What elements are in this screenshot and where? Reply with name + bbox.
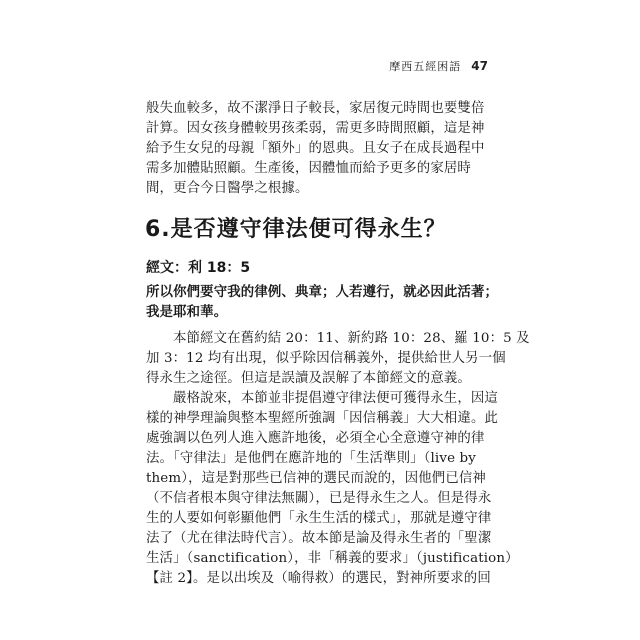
page-number: 47 xyxy=(471,59,488,73)
running-header xyxy=(389,58,488,74)
scripture-quote xyxy=(146,282,499,322)
text-line: 得永生之途徑。但這是誤讀及誤解了本節經文的意義。 xyxy=(146,371,471,386)
section-heading: 6.是否遵守律法便可得永生？ xyxy=(145,217,447,242)
text-line: 處強調以色列人進入應許地後，必須全心全意遵守神的律 xyxy=(146,431,485,446)
text-line: 【註 2】。是以出埃及（喻得救）的選民，對神所要求的回 xyxy=(146,571,491,586)
text-line: them），這是對那些已信神的選民而說的，因他們已信神 xyxy=(146,471,486,486)
scripture-reference: 經文：利 18：5 xyxy=(146,260,251,276)
text-line: 樣的神學理論與整本聖經所強調「因信稱義」大大相違。此 xyxy=(146,411,499,426)
text-line: 本節經文在舊約結 20：11、新約路 10：28、羅 10：5 及 xyxy=(173,331,530,346)
text-line: 計算。因女孩身體較男孩柔弱，需更多時間照顧，這是神 xyxy=(146,121,485,136)
commentary-body xyxy=(146,329,530,589)
running-title: 摩西五經困語 xyxy=(389,60,462,73)
text-line: 加 3：12 均有出現，似乎除因信稱義外，提供給世人另一個 xyxy=(146,351,506,366)
quote-line: 所以你們要守我的律例、典章；人若遵行，就必因此活著； xyxy=(146,284,499,300)
paragraph-continued xyxy=(146,99,496,199)
text-line: 給予生女兒的母親「額外」的恩典。且女子在成長過程中 xyxy=(146,141,485,156)
text-line: 間，更合今日醫學之根據。 xyxy=(146,181,309,196)
text-line: 法了（尤在律法時代言）。故本節是論及得永生者的「聖潔 xyxy=(146,531,492,546)
text-line: 生活」（sanctification），非「稱義的要求」（justification） xyxy=(146,551,519,566)
text-line: 需多加體貼照顧。生產後，因體恤而給予更多的家居時 xyxy=(146,161,471,176)
text-line: 般失血較多，故不潔淨日子較長，家居復元時間也要雙倍 xyxy=(146,101,485,116)
text-line: （不信者根本與守律法無關），已是得永生之人。但是得永 xyxy=(146,491,492,506)
text-line: 法。「守律法」是他們在應許地的「生活準則」（live by xyxy=(146,451,476,466)
text-line: 生的人要如何彰顯他們「永生生活的樣式」，那就是遵守律 xyxy=(146,511,492,526)
text-line: 嚴格說來，本節並非提倡遵守律法便可獲得永生，因這 xyxy=(173,391,498,406)
quote-line: 我是耶和華。 xyxy=(146,304,228,320)
